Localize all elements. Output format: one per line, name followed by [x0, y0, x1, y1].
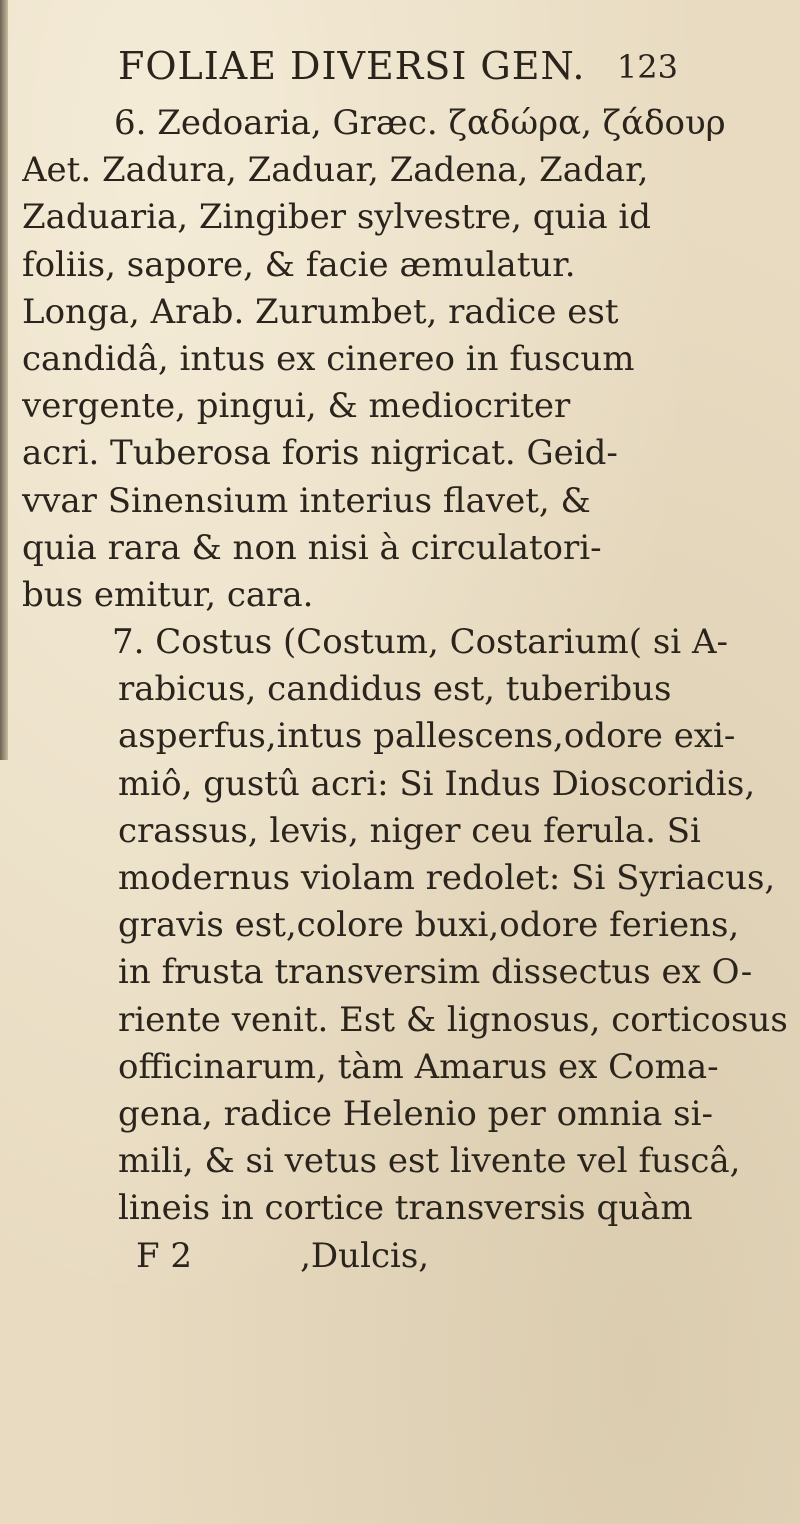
- text-line: Longa, Arab. Zurumbet, radice est: [22, 291, 619, 332]
- text-line: candidâ, intus ex cinereo in fuscum: [22, 338, 635, 379]
- binding-gutter: [0, 0, 8, 760]
- page-number: 123: [616, 48, 678, 86]
- text-line: foliis, sapore, & facie æmulatur.: [22, 244, 576, 285]
- text-line: lineis in cortice transversis quàm: [118, 1188, 693, 1229]
- text-line: rabicus, candidus est, tuberibus: [118, 669, 672, 710]
- catchword-line: F 2 ,Dulcis,: [136, 1235, 430, 1276]
- text-line: gena, radice Helenio per omnia si-: [118, 1093, 713, 1134]
- page-header: [118, 40, 678, 94]
- text-line: Aet. Zadura, Zaduar, Zadena, Zadar,: [22, 150, 649, 191]
- text-line: riente venit. Est & lignosus, corticosus: [118, 999, 788, 1040]
- text-line: in frusta transversim dissectus ex O-: [118, 952, 753, 993]
- text-line: crassus, levis, niger ceu ferula. Si: [118, 810, 701, 851]
- text-line: officinarum, tàm Amarus ex Coma-: [118, 1046, 719, 1087]
- text-line: quia rara & non nisi à circulatori-: [22, 527, 602, 568]
- running-title: FOLIAE DIVERSI GEN.: [118, 44, 586, 88]
- text-line: vergente, pingui, & mediocriter: [22, 386, 571, 427]
- text-line: vvar Sinensium interius flavet, &: [22, 480, 591, 521]
- text-line: bus emitur, cara.: [22, 574, 314, 615]
- text-line: asperfus,intus pallescens,odore exi-: [118, 716, 736, 757]
- text-line: 6. Zedoaria, Græc. ζαδώρα, ζάδουρ: [114, 103, 726, 143]
- text-line: miô, gustû acri: Si Indus Dioscoridis,: [118, 763, 756, 804]
- text-line: mili, & si vetus est livente vel fuscâ,: [118, 1141, 741, 1182]
- text-line: 7. Costus (Costum, Costarium( si A-: [112, 622, 728, 663]
- text-line: modernus violam redolet: Si Syriacus,: [118, 858, 776, 898]
- text-line: acri. Tuberosa foris nigricat. Geid-: [22, 433, 618, 474]
- text-line: gravis est,colore buxi,odore feriens,: [118, 905, 740, 946]
- body-text: [22, 100, 792, 1280]
- text-line: Zaduaria, Zingiber sylvestre, quia id: [22, 197, 652, 238]
